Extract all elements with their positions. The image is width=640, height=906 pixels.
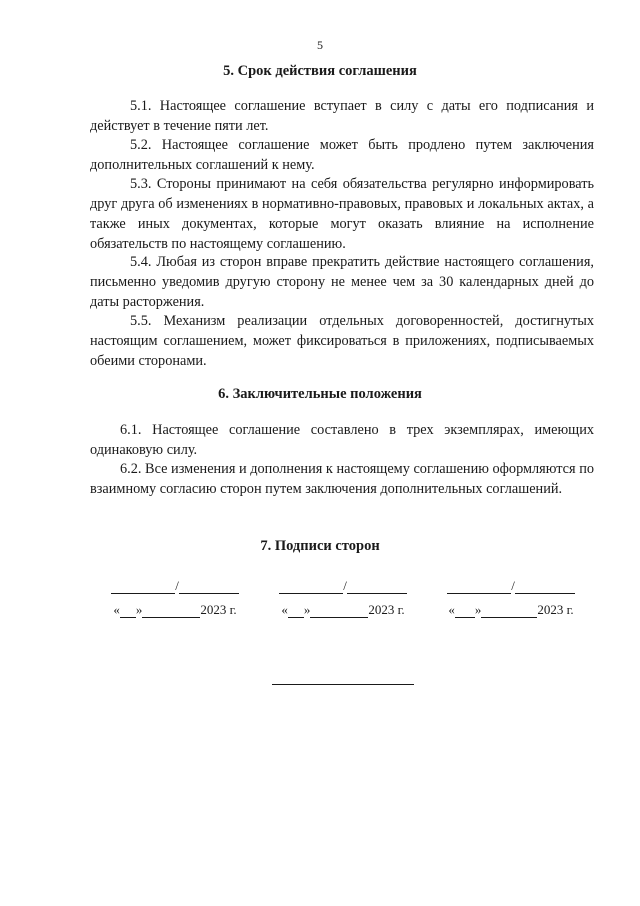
open-quote: « — [113, 602, 120, 617]
signature-blank[interactable] — [279, 579, 343, 594]
name-blank[interactable] — [347, 579, 407, 594]
signature-slash: / — [511, 578, 515, 593]
close-quote: » — [474, 602, 482, 617]
month-blank[interactable] — [310, 603, 368, 618]
name-blank[interactable] — [515, 579, 575, 594]
clause-6-1: 6.1. Настоящее соглашение составлено в трех экземплярах, имеющих одинаковую силу. — [90, 422, 594, 458]
year-label: 2023 г. — [200, 602, 237, 617]
clause-5-2: 5.2. Настоящее соглашение может быть продлено путем заключения дополнительных соглашений к нему. — [90, 137, 594, 173]
day-blank[interactable] — [288, 603, 304, 618]
signature-block-2 — [268, 576, 418, 618]
clause-5-1: 5.1. Настоящее соглашение вступает в силу с даты его подписания и действует в течение пяти лет. — [90, 98, 594, 134]
day-blank[interactable] — [120, 603, 136, 618]
signature-slash: / — [175, 578, 179, 593]
month-blank[interactable] — [481, 603, 537, 618]
signature-block-3 — [436, 576, 586, 618]
name-blank[interactable] — [179, 579, 239, 594]
month-blank[interactable] — [142, 603, 200, 618]
section-7-heading: 7. Подписи сторон — [260, 538, 380, 554]
signature-blank[interactable] — [111, 579, 175, 594]
section-6-heading: 6. Заключительные положения — [218, 386, 422, 402]
close-quote: » — [303, 602, 311, 617]
close-quote: » — [135, 602, 143, 617]
clause-6-2: 6.2. Все изменения и дополнения к настоящему соглашению оформляются по взаимному согласию сторон путем заключения дополнительных соглашений. — [90, 461, 594, 497]
clause-5-5: 5.5. Механизм реализации отдельных договоренностей, достигнутых настоящим соглашением, может фиксироваться в приложениях, подписываемых обеими сторонами. — [90, 313, 594, 369]
open-quote: « — [281, 602, 288, 617]
clause-5-4: 5.4. Любая из сторон вправе прекратить действие настоящего соглашения, письменно уведомив другую сторону не менее чем за 30 календарных дней до даты расторжения. — [90, 254, 594, 310]
signature-block-1 — [100, 576, 250, 618]
signature-slash: / — [343, 578, 347, 593]
day-blank[interactable] — [455, 603, 475, 618]
clause-5-3: 5.3. Стороны принимают на себя обязательства регулярно информировать друг друга об изменениях в нормативно-правовых, правовых и локальных актах, а также иных документах, которые могут оказать влияние на исполнение обязательств по настоящему соглашению. — [90, 176, 594, 252]
year-label: 2023 г. — [368, 602, 405, 617]
signature-blank[interactable] — [447, 579, 511, 594]
page-number: 5 — [317, 38, 323, 52]
open-quote: « — [448, 602, 455, 617]
footer-rule — [272, 684, 414, 685]
year-label: 2023 г. — [537, 602, 574, 617]
section-5-heading: 5. Срок действия соглашения — [223, 63, 417, 79]
